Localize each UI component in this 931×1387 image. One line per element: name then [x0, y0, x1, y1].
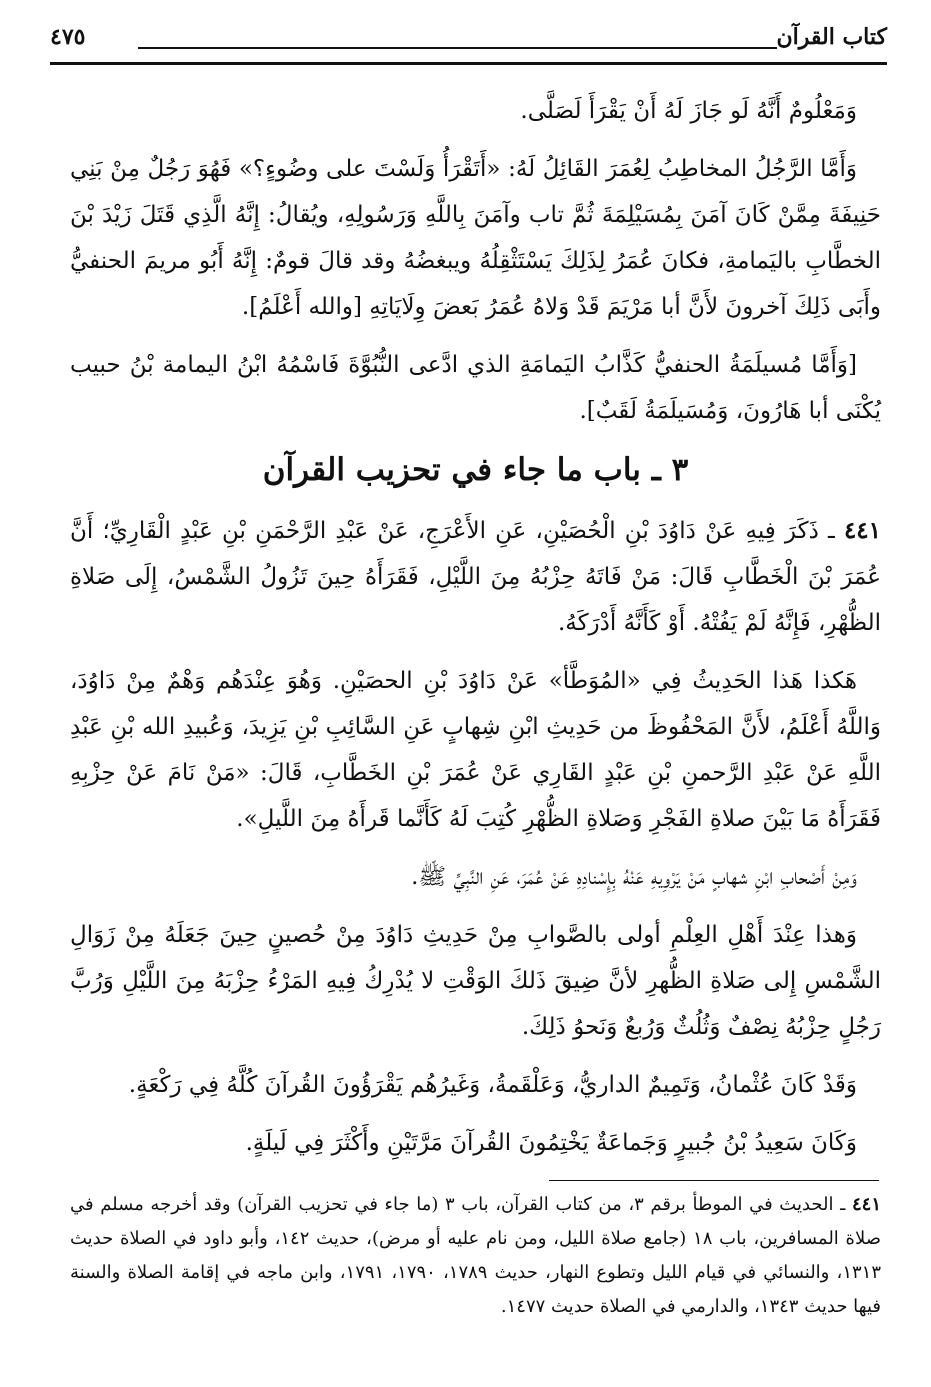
paragraph-2: وَأَمَّا الرَّجُلُ المخاطِبُ لِعُمَرَ القَائِلُ لَهُ: «أَتَقْرَأُ وَلَسْتَ على وضُوءٍ؟» فَهُوَ رَجُلٌ مِنْ بَنِي حَنِيفَةَ مِمَّنْ كَانَ آمَنَ بِمُسَيْلِمَةَ ثُمَّ تاب وآمَنَ بِاللَّهِ وَرَسُولِهِ، ويُقالُ: إِنَّهُ الَّذِي قَتَلَ زَيْدَ بْنَ الخطَّابِ باليَمامةِ، فكانَ عُمَرُ لِذَلِكَ يَسْتَثْقِلُهُ ويبغضُهُ وقد قالَ قومٌ: إِنَّهُ أَبُو مريمَ الحنفيُّ وأَبَى ذَلِكَ آخرونَ لأَنَّ أبا مَرْيَمَ قَدْ وَلاهُ عُمَرُ بَعضَ وِلَايَاتِهِ [والله أَعْلَمُ]. — [70, 156, 881, 320]
footnote-text: ـ الحديث في الموطأ برقم ٣، من كتاب القرآن، باب ٣ (ما جاء في تحزيب القرآن) وقد أخرجه مسلم في صلاة المسافرين، باب ١٨ (جامع صلاة الليل، ومن نام عليه أو مرض)، حديث ١٤٢، وأبو داود في الصلاة حديث ١٣١٣، والنسائي في قيام الليل وتطوع النهار، حديث ١٧٨٩، ١٧٩٠، ١٧٩١، وابن ماجه في إقامة الصلاة والسنة فيها حديث ١٣٤٣، والدارمي في الصلاة حديث ١٤٧٧. — [70, 1194, 882, 1317]
header-rule — [138, 47, 777, 49]
paragraph-7: وَقَدْ كَانَ عُثْمانُ، وَتَمِيمٌ الداريُّ، وَعَلْقَمةُ، وَغَيرُهُم يَقْرَؤُونَ القُرآنَ كُلَّهُ فِي رَكْعَةٍ. — [128, 1072, 857, 1098]
main-text — [70, 88, 881, 1178]
paragraph-8: وَكَانَ سَعِيدُ بْنُ جُبيرٍ وَجَماعَةٌ يَخْتِمُونَ القُرآنَ مَرَّتَيْنِ وأَكْثَرَ فِي لَيلَةٍ. — [245, 1130, 857, 1156]
paragraph-1: وَمَعْلُومٌ أَنَّهُ لَو جَازَ لَهُ أَنْ يَقْرَأَ لَصَلَّى. — [520, 98, 857, 124]
chapter-title: كتاب القرآن — [776, 24, 887, 50]
hadith-number: ٤٤١ — [843, 517, 881, 544]
section-heading: ٣ ـ باب ما جاء في تحزيب القرآن — [262, 452, 689, 488]
footnote-divider — [549, 1180, 879, 1181]
hadith-paragraph — [70, 508, 881, 646]
page-number: ٤٧٥ — [50, 24, 86, 50]
footnote-number: ٤٤١ — [851, 1194, 881, 1215]
paragraph-4: هَكذا هَذا الحَدِيثُ فِي «المُوَطَّأ» عَنْ دَاوُدَ بْنِ الحصَيْنِ. وَهُوَ عِنْدَهُم وَهْمٌ مِنْ دَاوُدَ، وَاللَّهُ أَعْلَمُ، لأَنَّ المَحْفُوظَ من حَدِيثِ ابْنِ شِهابٍ عَنِ السَّائِبِ بْنِ يَزِيدَ، وَعُبيدِ الله بْنِ عَبْدِ اللَّهِ عَنْ عَبْدِ الرَّحمنِ بْنِ عَبْدٍ القَارِي عَنْ عُمَرَ بْنِ الخَطَّابِ، قَالَ: «مَنْ نَامَ عَنْ حِزْبِهِ فَقَرَأَهُ مَا بَيْنَ صلاةِ الفَجْرِ وَصَلاةِ الظُّهْرِ كُتِبَ لَهُ كَأَنَّما قَرأَهُ مِنَ اللَّيلِ». — [70, 668, 881, 832]
hadith-text: ـ ذَكَرَ فِيهِ عَنْ دَاوُدَ بْنِ الْحُصَيْنِ، عَنِ الأَعْرَجِ، عَنْ عَبْدِ الرَّحْمَنِ بْنِ عَبْدٍ الْقَارِيِّ؛ أَنَّ عُمَرَ بْنَ الْخَطَّابِ قَالَ: مَنْ فَاتَهُ حِزْبُهُ مِنَ اللَّيْلِ، فَقَرَأَهُ حِينَ تَزُولُ الشَّمْسُ، إِلَى صَلاةِ الظُّهْرِ، فَإِنَّهُ لَمْ يَفُتْهُ. أَوْ كَأَنَّهُ أَدْرَكَهُ. — [70, 518, 881, 636]
footnotes — [70, 1188, 881, 1324]
paragraph-3: [وَأَمَّا مُسيلَمَةُ الحنفيُّ كَذَّابُ اليَمامَةِ الذي ادَّعى النُّبُوَّةَ فَاسْمُهُ ابْنُ اليمامة بْنُ حبيب يُكْنَى أبا هَارُونَ، وَمُسَيلَمَةُ لَقَبٌ]. — [70, 352, 881, 424]
paragraph-6: وَهذا عِنْدَ أَهْلِ العِلْمِ أولى بالصَّوابِ مِنْ حَدِيثِ دَاوُدَ مِنْ حُصينٍ حِينَ جَعَلَهُ مِنْ زَوَالِ الشَّمْسِ إِلى صَلاةِ الظُّهرِ لأنَّ ضِيقَ ذَلكَ الوَقْتِ لا يُدْرِكُ فِيهِ المَرْءُ حِزْبَهُ مِنَ اللَّيْلِ وَرُبَّ رَجُلٍ حِزْبُهُ نِصْفٌ وَثُلُثٌ وَرُبعٌ وَنَحوُ ذَلِكَ. — [70, 922, 881, 1040]
paragraph-5: وَمِنْ أَصْحابِ ابْنِ شهابٍ مَنْ يَرْوِيهِ عَنْهُ بِإِسْنادِهِ عَنْ عُمَرَ، عَنِ النَّبِيِّ ﷺ. — [411, 864, 857, 890]
footnote-441 — [70, 1188, 881, 1324]
header-underline — [50, 62, 887, 65]
running-header — [50, 14, 887, 64]
